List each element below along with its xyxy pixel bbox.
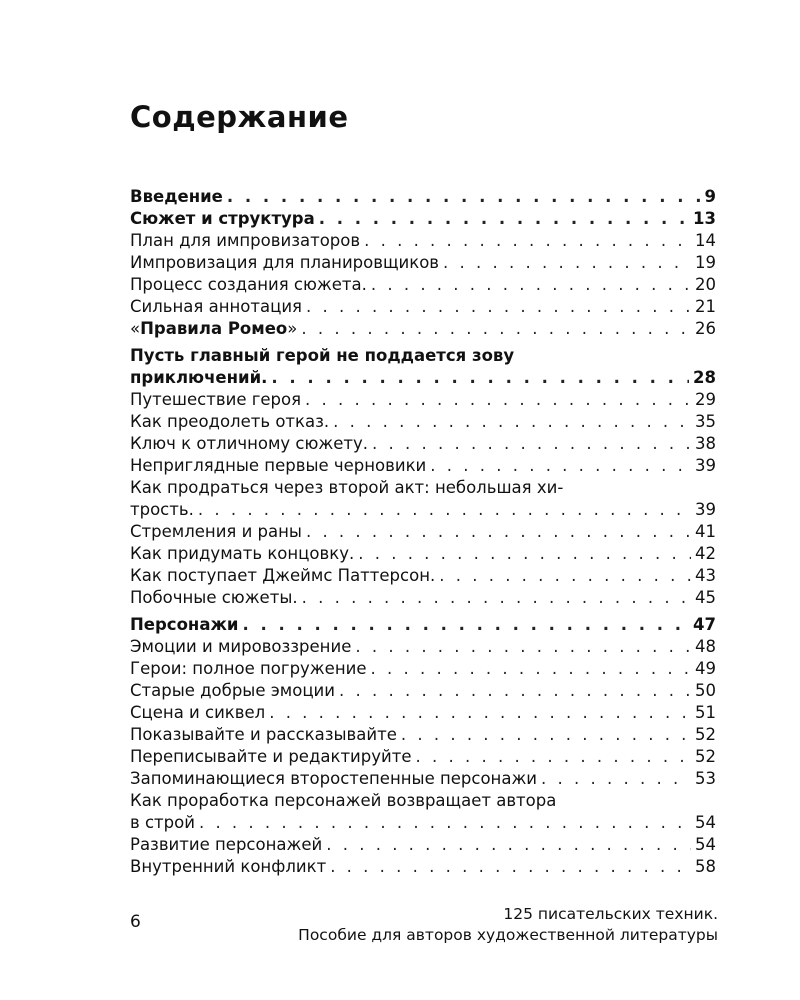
toc-entry-label	[130, 318, 297, 340]
toc-entry-label: Показывайте и рассказывайте	[130, 725, 397, 744]
toc-entry-label: Как поступает Джеймс Паттерсон.	[130, 566, 436, 585]
toc-entry	[130, 274, 716, 296]
toc-entry-label-bold: Правила Ромео	[140, 319, 288, 338]
toc-entry-page: 50	[695, 681, 716, 700]
toc-entry-page: 54	[695, 813, 716, 832]
toc-entry-label: Герои: полное погружение	[130, 659, 367, 678]
toc-entry	[130, 230, 716, 252]
toc-entry	[130, 834, 716, 856]
toc-leader-dots	[301, 318, 691, 340]
toc-entry-label: Процесс создания сюжета.	[130, 275, 367, 294]
toc-entry-label: Ключ к отличному сюжету.	[130, 434, 369, 453]
toc-entry-page: 38	[695, 434, 716, 453]
toc-leader-dots	[306, 296, 691, 318]
toc-entry	[130, 433, 716, 455]
toc-entry-page: 58	[695, 857, 716, 876]
toc-entry-label: Старые добрые эмоции	[130, 681, 335, 700]
toc-entry	[130, 636, 716, 658]
toc-entry	[130, 856, 716, 878]
table-of-contents	[130, 186, 716, 878]
toc-leader-dots	[430, 455, 691, 477]
toc-entry	[130, 521, 716, 543]
toc-leader-dots	[541, 768, 691, 790]
toc-leader-dots	[330, 856, 691, 878]
toc-entry-label-line1: Как продраться через второй акт: небольшая хи-	[130, 478, 564, 497]
toc-entry-page: 39	[695, 456, 716, 475]
toc-entry-label: Запоминающиеся второстепенные персонажи	[130, 769, 538, 788]
page-title: Содержание	[130, 100, 349, 134]
toc-leader-dots	[355, 636, 691, 658]
toc-leader-dots	[269, 702, 691, 724]
toc-entry-page: 52	[695, 747, 716, 766]
toc-entry	[130, 318, 716, 340]
toc-entry	[130, 812, 716, 834]
toc-entry	[130, 411, 716, 433]
toc-entry-page: 41	[695, 522, 716, 541]
toc-entry	[130, 367, 716, 389]
toc-entry-page: 54	[695, 835, 716, 854]
toc-entry-page: 39	[695, 500, 716, 519]
toc-entry-label: Сильная аннотация	[130, 297, 302, 316]
toc-entry	[130, 768, 716, 790]
toc-entry	[130, 614, 716, 636]
toc-entry-page: 53	[695, 769, 716, 788]
toc-entry-page: 49	[695, 659, 716, 678]
toc-entry-page: 26	[695, 319, 716, 338]
toc-leader-dots	[364, 230, 691, 252]
toc-entry	[130, 252, 716, 274]
toc-leader-dots	[271, 367, 689, 389]
book-title: 125 писательских техник.	[503, 905, 718, 923]
toc-entry-label: Внутренний конфликт	[130, 857, 327, 876]
quote-close: »	[287, 319, 298, 338]
toc-entry-label: Как придумать концовку.	[130, 544, 355, 563]
toc-leader-dots	[443, 252, 691, 274]
toc-entry-page: 43	[695, 566, 716, 585]
toc-entry-label-line1: Пусть главный герой не поддается зову	[130, 346, 515, 365]
toc-entry-label: Сцена и сиквел	[130, 703, 266, 722]
toc-leader-dots	[227, 186, 701, 208]
toc-entry-label: Импровизация для планировщиков	[130, 253, 440, 272]
toc-entry	[130, 746, 716, 768]
toc-entry	[130, 658, 716, 680]
toc-leader-dots	[242, 614, 689, 636]
toc-entry-page: 13	[693, 209, 716, 228]
toc-entry	[130, 455, 716, 477]
toc-leader-dots	[416, 746, 692, 768]
running-footer	[298, 904, 718, 946]
toc-leader-dots	[358, 543, 691, 565]
toc-entry	[130, 543, 716, 565]
toc-leader-dots	[302, 587, 691, 609]
toc-leader-dots	[198, 499, 691, 521]
toc-entry	[130, 587, 716, 609]
toc-entry	[130, 702, 716, 724]
toc-entry-label: План для импровизаторов	[130, 231, 361, 250]
toc-leader-dots	[439, 565, 691, 587]
toc-entry-label: в строй	[130, 813, 195, 832]
toc-entry	[130, 680, 716, 702]
toc-entry-label: Стремления и раны	[130, 522, 302, 541]
toc-leader-dots	[333, 411, 691, 433]
toc-entry-label: Персонажи	[130, 615, 239, 634]
toc-leader-dots	[199, 812, 691, 834]
toc-entry	[130, 724, 716, 746]
toc-entry-label-line1: Как проработка персонажей возвращает автора	[130, 791, 557, 810]
toc-entry-page: 29	[695, 390, 716, 409]
toc-entry	[130, 208, 716, 230]
toc-entry	[130, 565, 716, 587]
toc-leader-dots	[401, 724, 691, 746]
toc-entry-label: Развитие персонажей	[130, 835, 323, 854]
book-subtitle: Пособие для авторов художественной литературы	[298, 926, 718, 944]
toc-entry-page: 51	[695, 703, 716, 722]
toc-entry-label: Неприглядные первые черновики	[130, 456, 427, 475]
toc-leader-dots	[371, 274, 691, 296]
toc-entry-page: 19	[695, 253, 716, 272]
toc-entry-label: Введение	[130, 187, 223, 206]
toc-entry-label: Эмоции и мировоззрение	[130, 637, 352, 656]
toc-entry	[130, 296, 716, 318]
toc-entry-page: 9	[704, 187, 716, 206]
toc-entry-page: 42	[695, 544, 716, 563]
toc-entry-label: трость.	[130, 500, 194, 519]
toc-entry-label: Путешествие героя	[130, 390, 302, 409]
quote-open: «	[130, 319, 141, 338]
toc-entry-page: 45	[695, 588, 716, 607]
toc-entry-page: 47	[693, 615, 716, 634]
toc-leader-dots	[306, 521, 691, 543]
toc-entry	[130, 389, 716, 411]
page-number: 6	[130, 912, 141, 932]
toc-leader-dots	[326, 834, 691, 856]
toc-entry-label: приключений.	[130, 368, 268, 387]
toc-entry-page: 21	[695, 297, 716, 316]
toc-entry-page: 14	[695, 231, 716, 250]
toc-leader-dots	[305, 389, 691, 411]
toc-leader-dots	[339, 680, 691, 702]
toc-leader-dots	[319, 208, 689, 230]
toc-entry-label: Сюжет и структура	[130, 209, 315, 228]
toc-leader-dots	[372, 433, 691, 455]
toc-entry-page: 20	[695, 275, 716, 294]
toc-entry	[130, 186, 716, 208]
toc-entry-page: 28	[693, 368, 716, 387]
toc-entry-label: Переписывайте и редактируйте	[130, 747, 412, 766]
toc-entry-page: 35	[695, 412, 716, 431]
toc-entry-label: Побочные сюжеты.	[130, 588, 298, 607]
toc-entry-page: 52	[695, 725, 716, 744]
toc-entry-page: 48	[695, 637, 716, 656]
toc-leader-dots	[371, 658, 692, 680]
toc-entry	[130, 499, 716, 521]
toc-entry-label: Как преодолеть отказ.	[130, 412, 330, 431]
